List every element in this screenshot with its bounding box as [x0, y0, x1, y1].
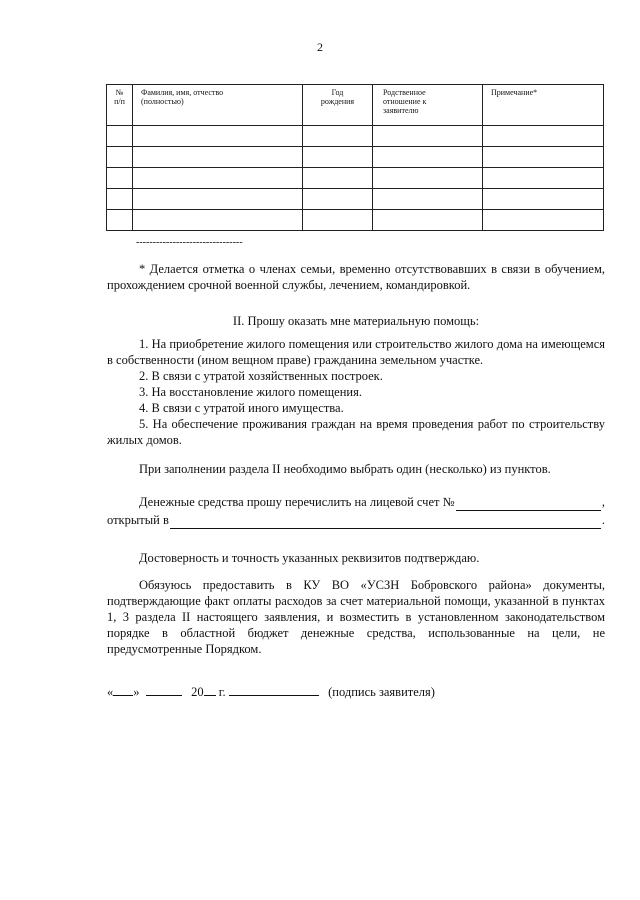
- table-cell[interactable]: [133, 147, 303, 168]
- table-cell[interactable]: [107, 210, 133, 231]
- table-cell[interactable]: [373, 189, 483, 210]
- section-2-heading: II. Прошу оказать мне материальную помощь:: [232, 314, 480, 328]
- bank-label: открытый в: [107, 513, 169, 527]
- header-full-name: Фамилия, имя, отчество (полностью): [133, 85, 303, 126]
- table-cell[interactable]: [107, 189, 133, 210]
- table-cell[interactable]: [373, 147, 483, 168]
- footnote-text: * Делается отметка о членах семьи, временно отсутствовавших в связи в обучением, прохождением срочной военной службы, лечением, командировкой.: [107, 262, 605, 292]
- table-row: [107, 168, 604, 189]
- table-cell[interactable]: [303, 126, 373, 147]
- header-relation: Родственное отношение к заявителю: [373, 85, 483, 126]
- family-members-table: [106, 84, 604, 231]
- table-cell[interactable]: [483, 147, 604, 168]
- day-close-quote: »: [133, 685, 140, 699]
- table-cell[interactable]: [373, 126, 483, 147]
- month-field[interactable]: [146, 683, 182, 696]
- table-cell[interactable]: [107, 126, 133, 147]
- table-header-row: [107, 85, 604, 126]
- table-cell[interactable]: [133, 126, 303, 147]
- year-suffix: г.: [218, 685, 226, 699]
- assistance-option-1: 1. На приобретение жилого помещения или строительство жилого дома на имеющемся в собственности (ином вещном праве) гражданина земельном участке.: [107, 337, 605, 367]
- table-cell[interactable]: [483, 168, 604, 189]
- assistance-option-4: 4. В связи с утратой иного имущества.: [139, 401, 344, 415]
- table-row: [107, 210, 604, 231]
- signature-block: [107, 683, 435, 700]
- signature-field[interactable]: [229, 683, 319, 696]
- bank-period: .: [601, 513, 605, 527]
- day-open-quote: «: [107, 685, 114, 699]
- table-cell[interactable]: [133, 168, 303, 189]
- account-details: [107, 493, 605, 529]
- confirmation-text: Достоверность и точность указанных реквизитов подтверждаю.: [139, 551, 480, 565]
- table-cell[interactable]: [373, 210, 483, 231]
- table-row: [107, 189, 604, 210]
- table-cell[interactable]: [107, 168, 133, 189]
- page-number: 2: [317, 40, 323, 54]
- assistance-option-2: 2. В связи с утратой хозяйственных построек.: [139, 369, 383, 383]
- table-cell[interactable]: [133, 210, 303, 231]
- account-number-field[interactable]: [456, 497, 601, 511]
- bank-field[interactable]: [170, 515, 601, 529]
- header-number: № п/п: [107, 85, 133, 126]
- table-row: [107, 147, 604, 168]
- account-number-comma: ,: [601, 495, 605, 509]
- table-cell[interactable]: [373, 168, 483, 189]
- header-birth-year: Год рождения: [303, 85, 373, 126]
- assistance-option-3: 3. На восстановление жилого помещения.: [139, 385, 362, 399]
- assistance-option-5: 5. На обеспечение проживания граждан на время проведения работ по строительству жилых домов.: [107, 417, 605, 447]
- footnote-separator: --------------------------------: [136, 237, 243, 248]
- table-cell[interactable]: [483, 210, 604, 231]
- table-cell[interactable]: [107, 147, 133, 168]
- table-cell[interactable]: [303, 210, 373, 231]
- signature-label: (подпись заявителя): [328, 685, 435, 699]
- selection-note: При заполнении раздела II необходимо выбрать один (несколько) из пунктов.: [139, 462, 551, 476]
- table-cell[interactable]: [303, 189, 373, 210]
- account-number-label: Денежные средства прошу перечислить на лицевой счет №: [139, 495, 455, 509]
- obligation-text: Обязуюсь предоставить в КУ ВО «УСЗН Бобровского района» документы, подтверждающие факт оплаты расходов за счет материальной помощи, указанной в пунктах 1, 3 раздела II настоящего заявления, и возместить в установленном законодательством порядке в областной бюджет денежные средства, использованные на цели, не предусмотренные Порядком.: [107, 578, 605, 656]
- table-cell[interactable]: [483, 126, 604, 147]
- table-cell[interactable]: [133, 189, 303, 210]
- table-row: [107, 126, 604, 147]
- year-prefix: 20: [191, 685, 204, 699]
- day-field[interactable]: [113, 683, 133, 696]
- table-cell[interactable]: [303, 168, 373, 189]
- year-field[interactable]: [204, 683, 216, 696]
- table-cell[interactable]: [483, 189, 604, 210]
- header-note: Примечание*: [483, 85, 604, 126]
- table-cell[interactable]: [303, 147, 373, 168]
